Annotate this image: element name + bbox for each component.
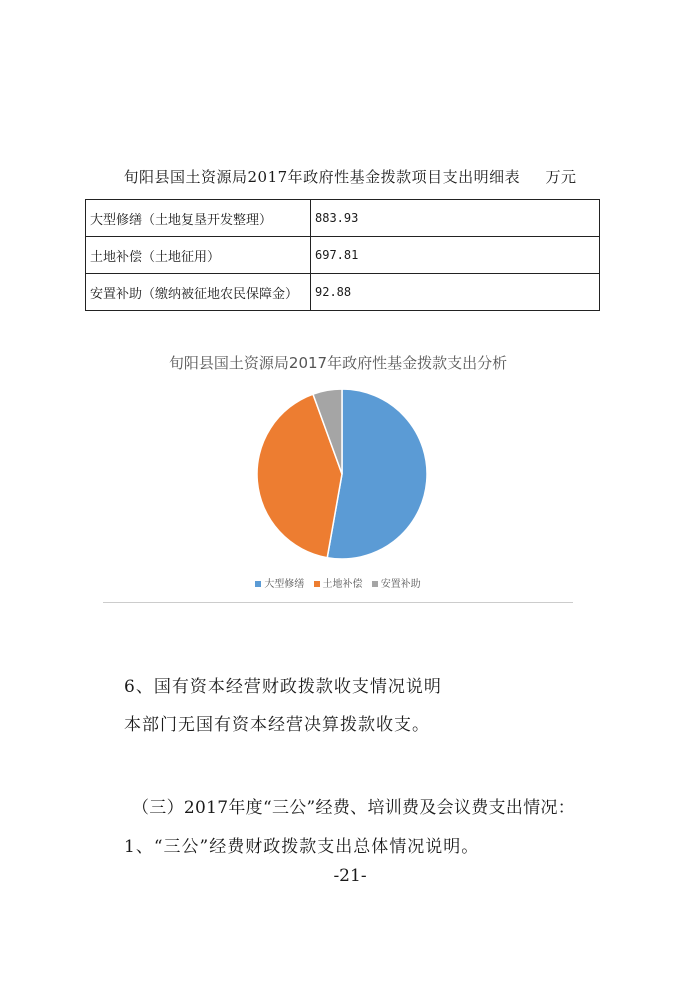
chart-bottom-divider: [103, 602, 573, 603]
table-unit: 万元: [545, 168, 577, 186]
row-value-cell: 883.93: [311, 200, 600, 237]
chart-legend: [103, 575, 573, 590]
legend-item: [255, 575, 304, 590]
legend-item: [314, 575, 363, 590]
row-name-cell: 安置补助（缴纳被征地农民保障金）: [86, 274, 311, 311]
paragraph-no-state-capital: 本部门无国有资本经营决算拨款收支。: [124, 715, 430, 735]
row-name-cell: 土地补偿（土地征用）: [86, 237, 311, 274]
legend-label: 土地补偿: [322, 579, 363, 590]
fund-expenditure-table: [85, 199, 600, 311]
legend-swatch: [372, 581, 378, 587]
subsection-heading-three-public: 1、“三公”经费财政拨款支出总体情况说明。: [124, 837, 480, 857]
section-heading-state-capital: 6、国有资本经营财政拨款收支情况说明: [124, 677, 442, 697]
page-number: -21-: [333, 866, 367, 886]
row-value-cell: 92.88: [311, 274, 600, 311]
row-value-cell: 697.81: [311, 237, 600, 274]
legend-label: 大型修缮: [264, 579, 305, 590]
chart-title: 旬阳县国土资源局2017年政府性基金拨款支出分析: [168, 354, 508, 372]
pie-chart: [103, 340, 573, 604]
table-row: [86, 200, 600, 237]
section-heading-three-public: （三）2017年度“三公”经费、培训费及会议费支出情况：: [132, 798, 576, 818]
row-name-cell: 大型修缮（土地复垦开发整理）: [86, 200, 311, 237]
table-title-text: 旬阳县国土资源局2017年政府性基金拨款项目支出明细表: [123, 168, 521, 186]
pie-chart-svg: [103, 340, 573, 570]
legend-label: 安置补助: [380, 579, 421, 590]
table-row: [86, 237, 600, 274]
table-title: [0, 166, 700, 187]
legend-swatch: [314, 581, 320, 587]
legend-swatch: [255, 581, 261, 587]
table-row: [86, 274, 600, 311]
legend-item: [372, 575, 421, 590]
